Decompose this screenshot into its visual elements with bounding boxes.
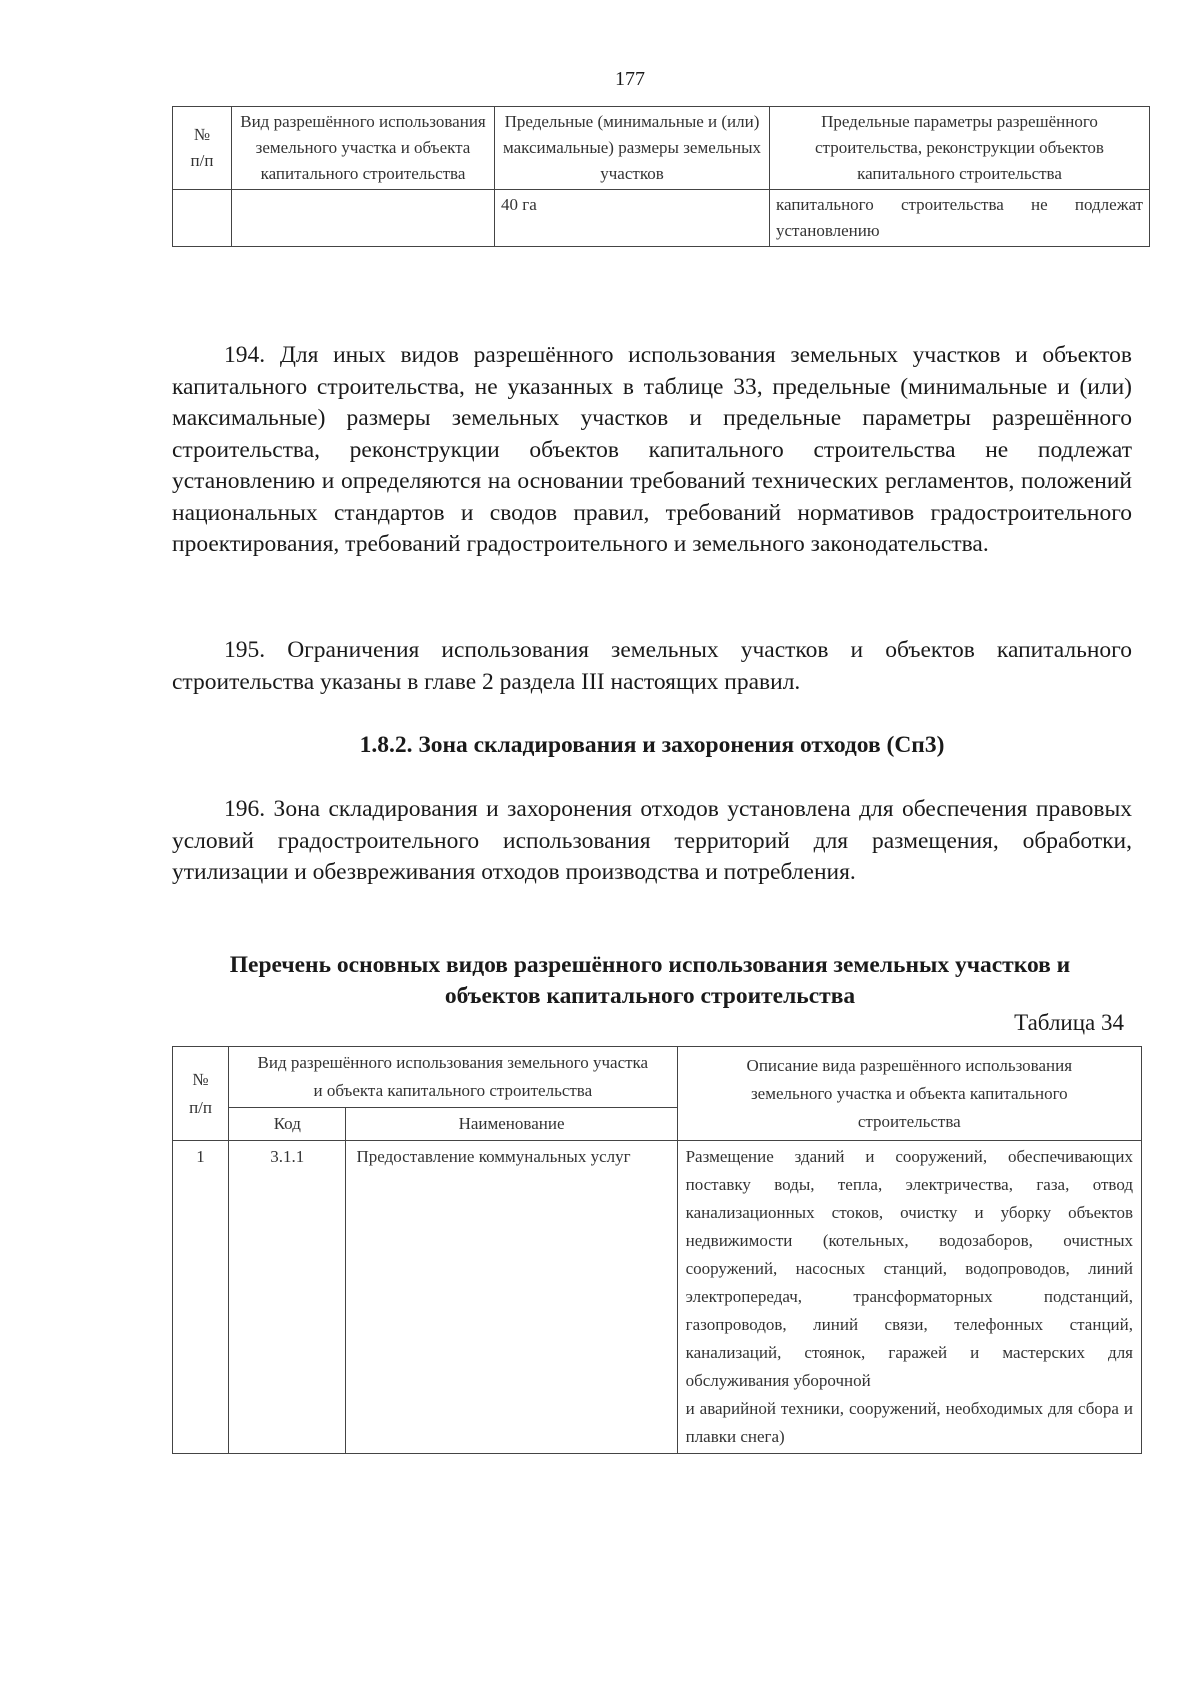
list-heading: Перечень основных видов разрешённого использования земельных участков и объектов капитального строительства <box>229 952 1071 1009</box>
cell-name: Предоставление коммунальных услуг <box>346 1141 677 1454</box>
col-num-header: № п/п <box>173 107 232 190</box>
page-number: 177 <box>615 68 645 90</box>
table-33-continuation <box>172 106 1150 247</box>
cell-size: 40 га <box>495 190 770 247</box>
paragraph-195-text: 195. Ограничения использования земельных участков и объектов капитального строительства указаны в главе 2 раздела III настоящих правил. <box>172 637 1132 695</box>
cell-num: 1 <box>173 1141 229 1454</box>
table-header-row <box>173 1047 1142 1108</box>
col-num-header: № п/п <box>173 1047 229 1141</box>
col-kind-header: Вид разрешённого использования земельного участка и объекта капитального строительства <box>232 107 495 190</box>
table-header-row <box>173 107 1150 190</box>
paragraph-194-text: 194. Для иных видов разрешённого использования земельных участков и объектов капитального строительства, не указанных в таблице 33, предельные (минимальные и (или) максимальные) размеры земельных участков и предельные параметры разрешённого строительства, реконструкции объектов капитального строительства не подлежат установлению и определяются на основании требований технических регламентов, положений национальных стандартов и сводов правил, требований нормативов градостроительного проектирования, требований градостроительного и земельного законодательства. <box>172 342 1132 557</box>
col-desc-header: Описание вида разрешённого использования земельного участка и объекта капитального строительства <box>677 1047 1141 1141</box>
col-name-header: Наименование <box>346 1108 677 1141</box>
table-row <box>173 190 1150 247</box>
cell-num <box>173 190 232 247</box>
cell-code: 3.1.1 <box>229 1141 346 1454</box>
paragraph-195 <box>172 635 1132 698</box>
table-row <box>173 1141 1142 1454</box>
table-34-label: Таблица 34 <box>1014 1010 1124 1035</box>
col-kind-header: Вид разрешённого использования земельного участка и объекта капитального строительства <box>229 1047 678 1108</box>
cell-params: капитального строительства не подлежат установлению <box>770 190 1150 247</box>
paragraph-196 <box>172 794 1132 889</box>
cell-kind <box>232 190 495 247</box>
table-34 <box>172 1046 1142 1454</box>
paragraph-194 <box>172 340 1132 561</box>
paragraph-196-text: 196. Зона складирования и захоронения отходов установлена для обеспечения правовых условий градостроительного использования территорий для размещения, обработки, утилизации и обезвреживания отходов производства и потребления. <box>172 796 1132 885</box>
col-code-header: Код <box>229 1108 346 1141</box>
cell-desc <box>677 1141 1141 1454</box>
cell-desc-text: Размещение зданий и сооружений, обеспечивающих поставку воды, тепла, электричества, газа, отвод канализационных стоков, очистку и уборку объектов недвижимости (котельных, водозаборов, очистных сооружений, насосных станций, водопроводов, линий электропередач, трансформаторных подстанций, газопроводов, линий связи, телефонных станций, канализаций, стоянок, гаражей и мастерских для обслуживания уборочной <box>685 1147 1133 1390</box>
section-heading: 1.8.2. Зона складирования и захоронения отходов (Сп3) <box>359 732 945 758</box>
col-params-header: Предельные параметры разрешённого строительства, реконструкции объектов капитального строительства <box>770 107 1150 190</box>
cell-desc-text-cont: и аварийной техники, сооружений, необходимых для сбора и плавки снега) <box>685 1399 1133 1446</box>
col-size-header: Предельные (минимальные и (или) максимальные) размеры земельных участков <box>495 107 770 190</box>
